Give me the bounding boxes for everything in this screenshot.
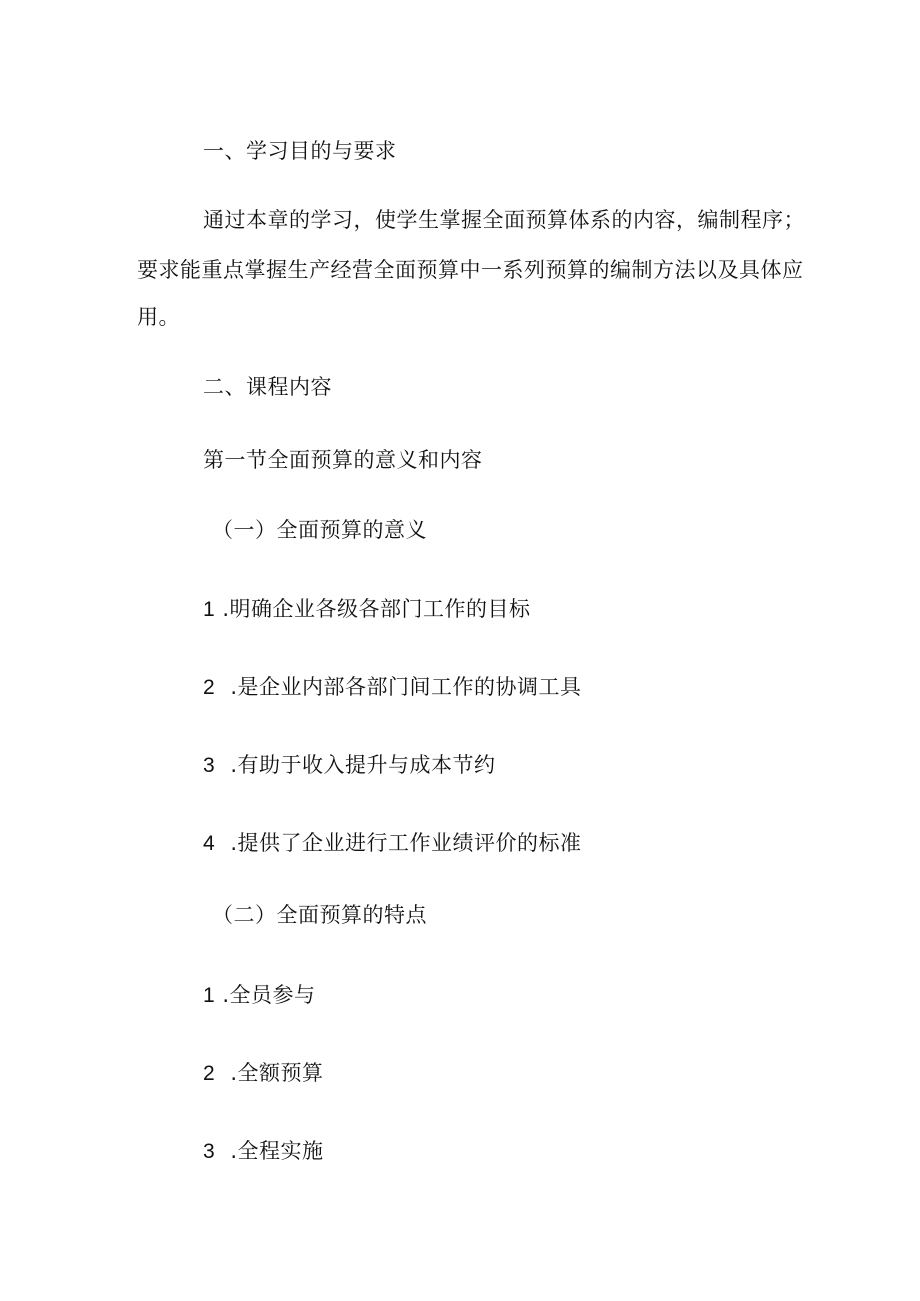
list-item-text: .明确企业各级各部门工作的目标: [222, 597, 531, 621]
paragraph-line: 通过本章的学习，使学生掌握全面预算体系的内容，编制程序；: [203, 208, 805, 232]
section-heading-objectives: 一、学习目的与要求: [203, 139, 397, 163]
list-item-number: 4: [203, 832, 216, 855]
list-item-number: 2: [203, 1062, 216, 1085]
paragraph-line: 要求能重点掌握生产经营全面预算中一系列预算的编制方法以及具体应: [137, 258, 804, 282]
list-item-text: .全员参与: [222, 983, 316, 1007]
list-item-text: .提供了企业进行工作业绩评价的标准: [230, 831, 582, 855]
list-item: [203, 595, 531, 624]
list-item: [203, 751, 496, 780]
list-item-number: 1: [203, 598, 216, 621]
list-item: [203, 829, 582, 858]
list-item-text: .全程实施: [230, 1139, 324, 1163]
list-item: [203, 1137, 324, 1166]
subsection-title-meaning: （一）全面预算的意义: [212, 518, 427, 542]
list-item-text: .全额预算: [230, 1061, 324, 1085]
list-item-number: 3: [203, 1140, 216, 1163]
list-item: [203, 673, 582, 702]
list-item-number: 2: [203, 676, 216, 699]
section-heading-content: 二、课程内容: [203, 375, 332, 399]
list-item-number: 3: [203, 754, 216, 777]
list-item-text: .是企业内部各部门间工作的协调工具: [230, 675, 582, 699]
list-item: [203, 1059, 324, 1088]
subsection-title-features: （二）全面预算的特点: [212, 903, 427, 927]
chapter-title: 第一节全面预算的意义和内容: [203, 448, 483, 472]
list-item-text: .有助于收入提升与成本节约: [230, 753, 496, 777]
list-item: [203, 981, 316, 1010]
list-item-number: 1: [203, 984, 216, 1007]
paragraph-line: 用。: [137, 305, 180, 329]
